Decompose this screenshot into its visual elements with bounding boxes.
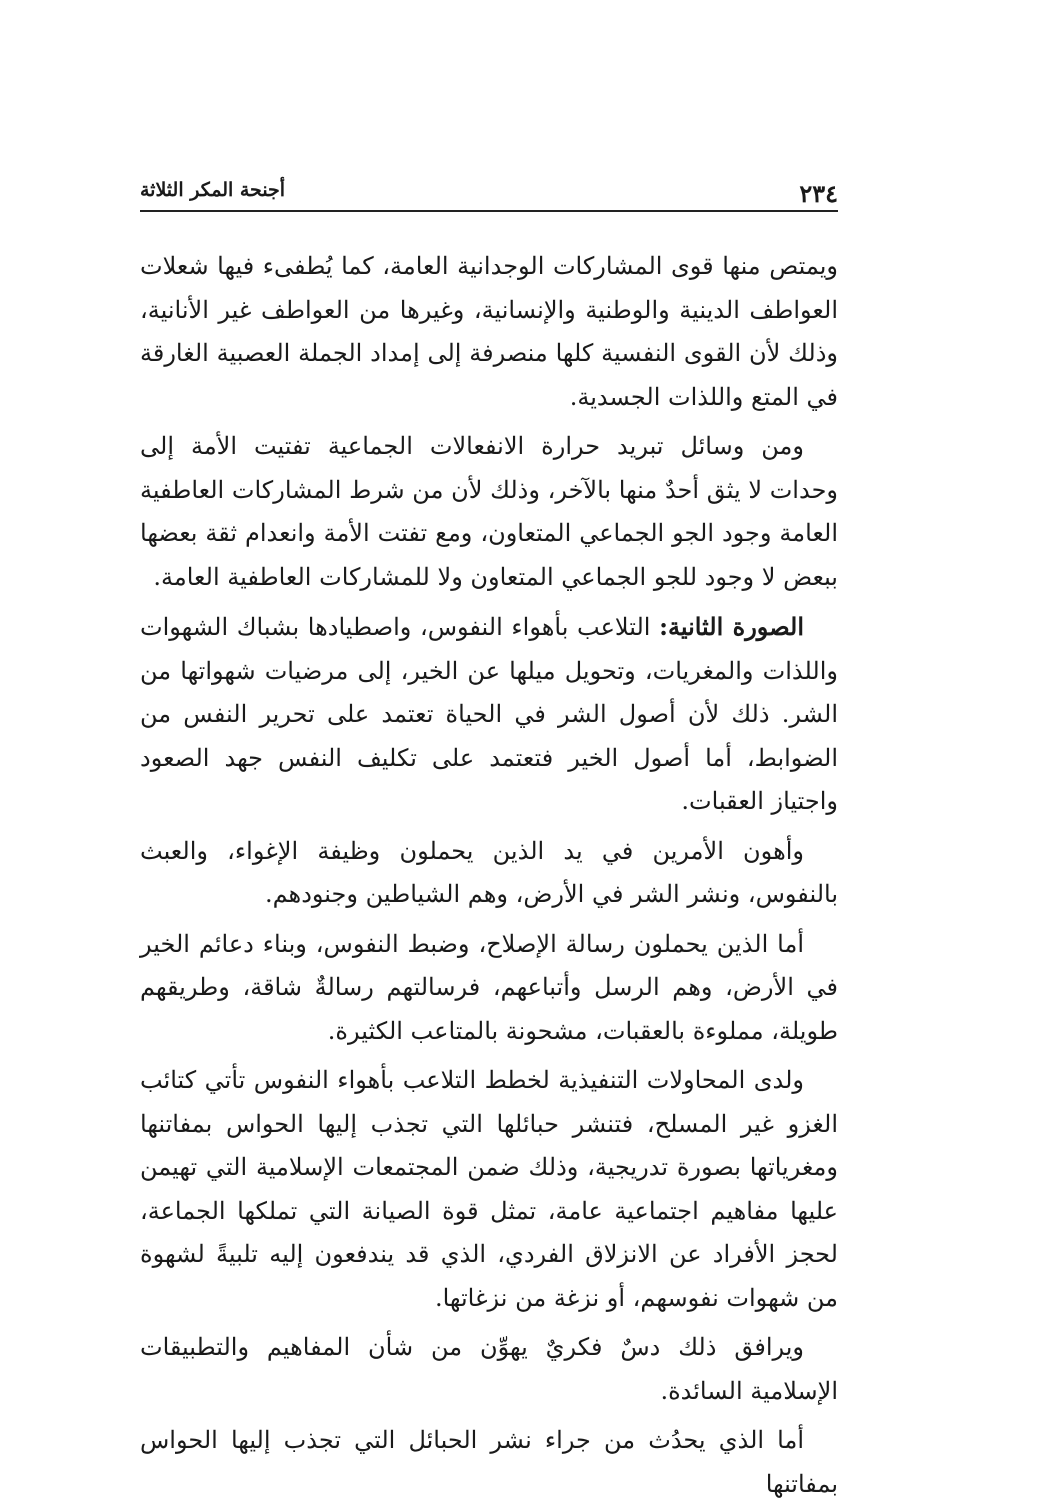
paragraph-text: ولدى المحاولات التنفيذية لخطط التلاعب بأهواء النفوس تأتي كتائب الغزو غير المسلح، فتنشر حبائلها التي تجذب إليها الحواس بمفاتنها ومغرياتها بصورة تدريجية، وذلك ضمن المجتمعات الإسلامية التي تهيمن عليها مفاهيم اجتماعية عامة، تمثل قوة الصيانة التي تملكها الجماعة، لحجز الأفراد عن الانزلاق الفردي، الذي قد يندفعون إليه تلبيةً لشهوة من شهوات نفوسهم، أو نزغة من نزغاتها. — [140, 1066, 838, 1312]
paragraph — [140, 425, 838, 599]
running-title: أجنحة المكر الثلاثة — [140, 179, 286, 201]
paragraph-text: وأهون الأمرين في يد الذين يحملون وظيفة الإغواء، والعبث بالنفوس، ونشر الشر في الأرض، وهم الشياطين وجنودهم. — [140, 836, 838, 908]
page-header — [140, 176, 838, 212]
paragraph — [140, 1419, 838, 1506]
paragraph-text: ويمتص منها قوى المشاركات الوجدانية العامة، كما يُطفىء فيها شعلات العواطف الدينية والوطنية والإنسانية، وغيرها من العواطف غير الأنانية، وذلك لأن القوى النفسية كلها منصرفة إلى إمداد الجملة العصبية الغارقة في المتع واللذات الجسدية. — [140, 252, 838, 411]
body-text — [140, 245, 838, 1506]
paragraph-text: أما الذي يحدُث من جراء نشر الحبائل التي تجذب إليها الحواس بمفاتنها — [140, 1426, 838, 1498]
paragraph-text: أما الذين يحملون رسالة الإصلاح، وضبط النفوس، وبناء دعائم الخير في الأرض، وهم الرسل وأتباعهم، فرسالتهم رسالةٌ شاقة، وطريقهم طويلة، مملوءة بالعقبات، مشحونة بالمتاعب الكثيرة. — [140, 929, 838, 1045]
paragraph — [140, 1059, 838, 1320]
section-lead: الصورة الثانية: — [659, 612, 804, 641]
paragraph-text: ويرافق ذلك دسٌ فكريٌ يهوِّن من شأن المفاهيم والتطبيقات الإسلامية السائدة. — [140, 1333, 838, 1405]
paragraph — [140, 605, 838, 824]
paragraph — [140, 1326, 838, 1413]
paragraph — [140, 830, 838, 917]
paragraph-text: ومن وسائل تبريد حرارة الانفعالات الجماعية تفتيت الأمة إلى وحدات لا يثق أحدٌ منها بالآخر، وذلك لأن من شرط المشاركات العاطفية العامة وجود الجو الجماعي المتعاون، ومع تفتت الأمة وانعدام ثقة بعضها ببعض لا وجود للجو الجماعي المتعاون ولا للمشاركات العاطفية العامة. — [140, 432, 838, 591]
page-number: ٢٣٤ — [799, 179, 838, 208]
paragraph — [140, 245, 838, 419]
paragraph — [140, 923, 838, 1054]
paragraph-text: التلاعب بأهواء النفوس، واصطيادها بشباك الشهوات واللذات والمغريات، وتحويل ميلها عن الخير، إلى مرضيات شهواتها من الشر. ذلك لأن أصول الشر في الحياة تعتمد على تحرير النفس من الضوابط، أما أصول الخير فتعتمد على تكليف النفس جهد الصعود واجتياز العقبات. — [140, 613, 838, 815]
